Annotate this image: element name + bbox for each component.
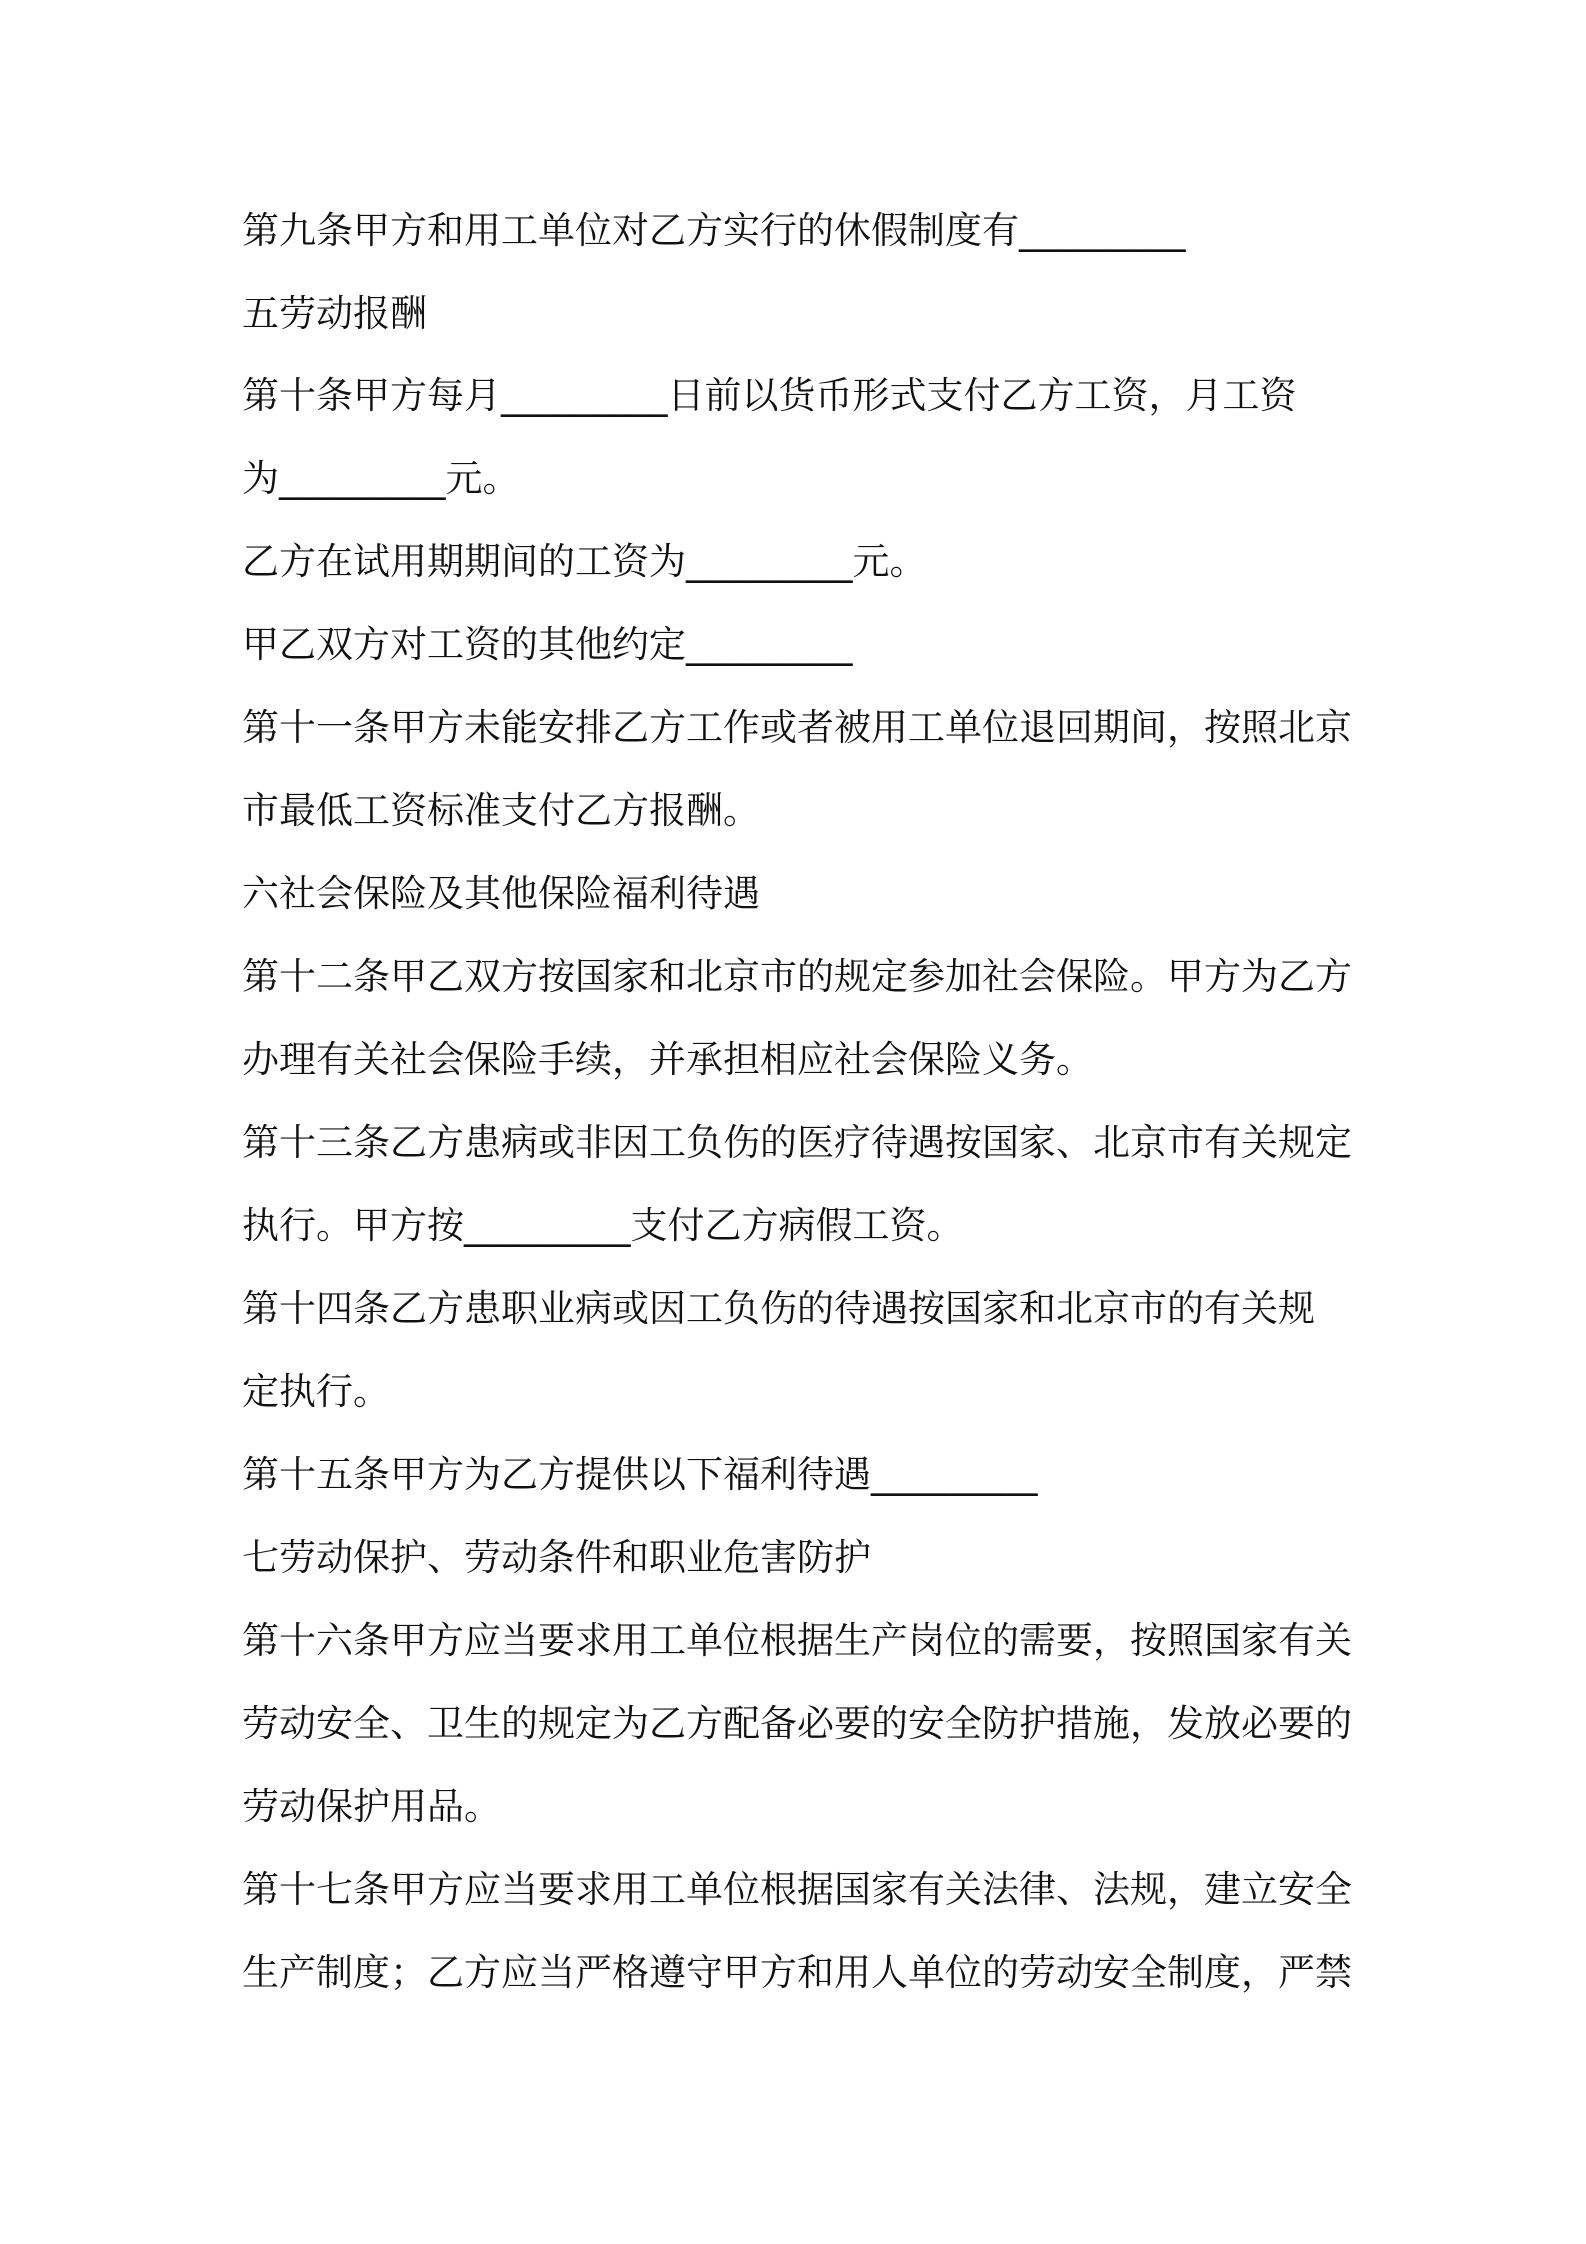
text-line: 第十三条乙方患病或非因工负伤的医疗待遇按国家、北京市有关规定 [242,1121,1352,1164]
text-line: 劳动保护用品。 [242,1785,501,1828]
text-line: 执行。甲方按_________支付乙方病假工资。 [242,1204,964,1247]
section-heading: 七劳动保护、劳动条件和职业危害防护 [242,1536,871,1579]
text-line: 为_________元。 [242,457,520,500]
text-line: 乙方在试用期期间的工资为_________元。 [242,540,927,583]
text-line: 第九条甲方和用工单位对乙方实行的休假制度有_________ [242,209,1186,252]
text-line: 市最低工资标准支付乙方报酬。 [242,789,760,832]
text-line: 第十四条乙方患职业病或因工负伤的待遇按国家和北京市的有关规 [242,1287,1315,1330]
text-line: 生产制度；乙方应当严格遵守甲方和用人单位的劳动安全制度，严禁 [242,1951,1352,1994]
text-line: 第十五条甲方为乙方提供以下福利待遇_________ [242,1453,1038,1496]
text-line: 劳动安全、卫生的规定为乙方配备必要的安全防护措施，发放必要的 [242,1702,1352,1745]
text-line: 甲乙双方对工资的其他约定_________ [242,623,853,666]
text-line: 定执行。 [242,1370,390,1413]
text-line: 第十六条甲方应当要求用工单位根据生产岗位的需要，按照国家有关 [242,1619,1352,1662]
text-line: 办理有关社会保险手续，并承担相应社会保险义务。 [242,1038,1093,1081]
section-heading: 五劳动报酬 [242,292,427,335]
text-line: 第十七条甲方应当要求用工单位根据国家有关法律、法规，建立安全 [242,1868,1352,1911]
text-line: 第十条甲方每月_________日前以货币形式支付乙方工资，月工资 [242,374,1297,417]
section-heading: 六社会保险及其他保险福利待遇 [242,872,760,915]
text-line: 第十二条甲乙双方按国家和北京市的规定参加社会保险。甲方为乙方 [242,955,1352,998]
text-line: 第十一条甲方未能安排乙方工作或者被用工单位退回期间，按照北京 [242,706,1352,749]
